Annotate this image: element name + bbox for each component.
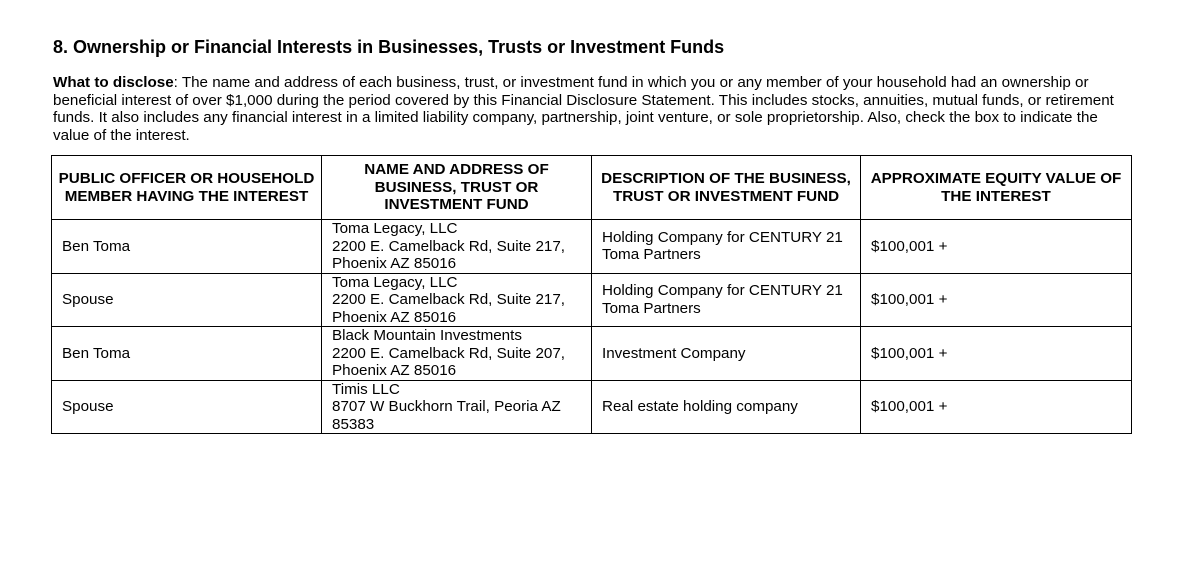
name-address-cell — [322, 327, 592, 381]
column-header-description — [592, 156, 861, 220]
description-cell — [592, 273, 861, 327]
description-line: Real estate holding company — [602, 398, 798, 415]
header-line: PUBLIC OFFICER OR HOUSEHOLD — [58, 170, 315, 187]
header-line: THE INTEREST — [941, 187, 1051, 205]
column-header-member — [52, 156, 322, 220]
address-line: Timis LLC — [332, 380, 400, 398]
description-line: Holding Company for CENTURY 21 — [602, 228, 843, 246]
table-row — [52, 220, 1132, 274]
table-row — [52, 380, 1132, 434]
description-line: Holding Company for CENTURY 21 — [602, 282, 843, 300]
member-cell: Ben Toma — [52, 220, 322, 274]
description-cell — [592, 327, 861, 381]
equity-value-cell: $100,001 + — [861, 380, 1132, 434]
header-line: TRUST OR INVESTMENT FUND — [612, 187, 840, 205]
description-cell — [592, 380, 861, 434]
description-line: Toma Partners — [602, 246, 701, 264]
address-line: Phoenix AZ 85016 — [332, 255, 457, 272]
header-line: BUSINESS, TRUST OR — [374, 178, 539, 196]
address-line: 2200 E. Camelback Rd, Suite 217, — [332, 291, 566, 308]
instructions-text: : The name and address of each business, trust, or investment fund in which you or any member of your household had an ownership or — [173, 74, 1089, 91]
equity-value-cell: $100,001 + — [861, 273, 1132, 327]
address-line: 85383 — [332, 415, 375, 433]
table-row — [52, 273, 1132, 327]
address-line: Phoenix AZ 85016 — [332, 308, 457, 326]
address-line: 2200 E. Camelback Rd, Suite 207, — [332, 344, 566, 362]
description-line: Toma Partners — [602, 299, 701, 317]
disclosure-instructions — [53, 74, 1131, 144]
header-line: INVESTMENT FUND — [384, 196, 529, 214]
address-line: 2200 E. Camelback Rd, Suite 217, — [332, 237, 566, 255]
address-line: Phoenix AZ 85016 — [332, 362, 457, 379]
instructions-line-2: beneficial interest of over $1,000 during the period covered by this Financial Disclosure Statement. This includes stocks, annuities, mutual funds, or retirement — [53, 91, 1114, 109]
instructions-lead: What to disclose — [53, 74, 174, 91]
table-header-row — [52, 156, 1132, 220]
instructions-line-4: value of the interest. — [53, 126, 190, 144]
name-address-cell — [322, 380, 592, 434]
header-line: APPROXIMATE EQUITY VALUE OF — [870, 170, 1122, 187]
equity-value-cell: $100,001 + — [861, 327, 1132, 381]
financial-interests-table — [51, 155, 1132, 434]
header-line: DESCRIPTION OF THE BUSINESS, — [601, 170, 851, 187]
section-title: 8. Ownership or Financial Interests in Businesses, Trusts or Investment Funds — [53, 37, 725, 57]
description-line: Investment Company — [602, 344, 746, 362]
name-address-cell — [322, 220, 592, 274]
member-cell: Spouse — [52, 273, 322, 327]
instructions-line-3: funds. It also includes any financial interest in a limited liability company, partnership, joint venture, or sole proprietorship. Also, check the box to indicate the — [53, 109, 1098, 126]
column-header-name-address — [322, 156, 592, 220]
header-line: MEMBER HAVING THE INTEREST — [64, 187, 309, 205]
member-cell: Ben Toma — [52, 327, 322, 381]
table-row — [52, 327, 1132, 381]
header-line: NAME AND ADDRESS OF — [364, 161, 549, 179]
name-address-cell — [322, 273, 592, 327]
instructions-line-1 — [53, 74, 1131, 92]
address-line: 8707 W Buckhorn Trail, Peoria AZ — [332, 398, 561, 415]
member-cell: Spouse — [52, 380, 322, 434]
address-line: Toma Legacy, LLC — [332, 273, 458, 291]
equity-value-cell: $100,001 + — [861, 220, 1132, 274]
address-line: Toma Legacy, LLC — [332, 220, 458, 237]
description-cell — [592, 220, 861, 274]
column-header-equity-value — [861, 156, 1132, 220]
address-line: Black Mountain Investments — [332, 327, 522, 344]
